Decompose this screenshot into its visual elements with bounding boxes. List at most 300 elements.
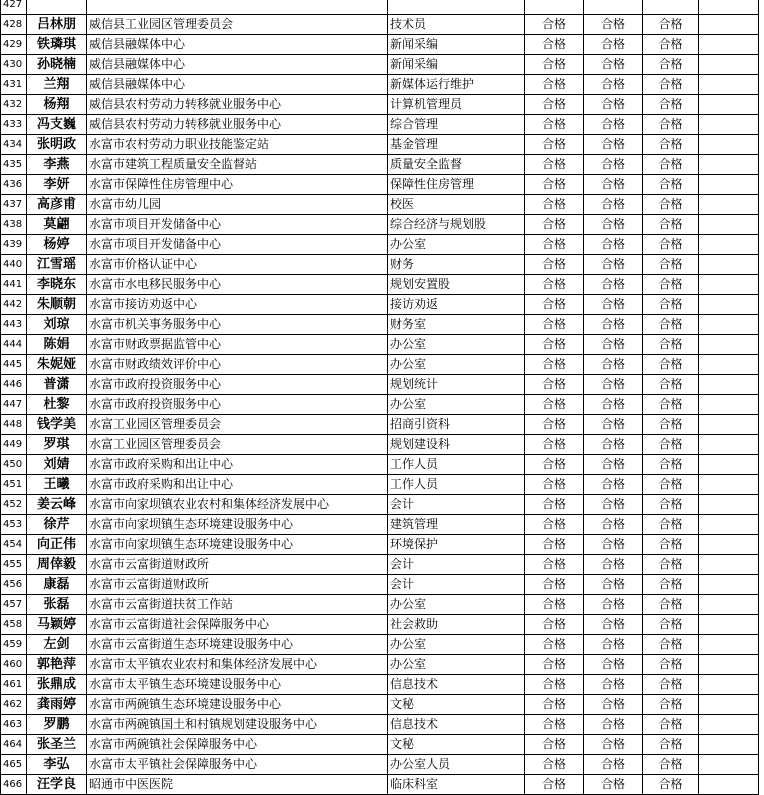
result-cell: 合格	[643, 315, 699, 335]
row-number: 430	[1, 55, 27, 75]
row-number: 436	[1, 175, 27, 195]
table-row	[1, 635, 759, 655]
empty-cell	[699, 15, 759, 35]
employer-unit: 威信县农村劳动力转移就业服务中心	[87, 115, 388, 135]
candidate-name: 刘琼	[27, 315, 87, 335]
empty-cell	[699, 375, 759, 395]
table-row	[1, 395, 759, 415]
result-cell	[584, 0, 643, 15]
empty-cell	[699, 235, 759, 255]
result-cell: 合格	[525, 475, 584, 495]
employer-unit: 水富市云富街道扶贫工作站	[87, 595, 388, 615]
employer-unit: 水富市接访劝返中心	[87, 295, 388, 315]
job-position: 环境保护	[388, 535, 525, 555]
row-number: 444	[1, 335, 27, 355]
candidate-name: 李妍	[27, 175, 87, 195]
result-cell: 合格	[643, 15, 699, 35]
candidate-name: 杜黎	[27, 395, 87, 415]
candidate-name: 张磊	[27, 595, 87, 615]
row-number: 432	[1, 95, 27, 115]
job-position: 会计	[388, 555, 525, 575]
result-cell: 合格	[525, 115, 584, 135]
result-cell: 合格	[643, 115, 699, 135]
result-cell: 合格	[643, 635, 699, 655]
empty-cell	[699, 435, 759, 455]
result-cell: 合格	[643, 655, 699, 675]
empty-cell	[699, 575, 759, 595]
result-cell: 合格	[643, 575, 699, 595]
table-row	[1, 495, 759, 515]
empty-cell	[699, 715, 759, 735]
table-row	[1, 475, 759, 495]
result-cell: 合格	[584, 515, 643, 535]
empty-cell	[699, 655, 759, 675]
empty-cell	[699, 175, 759, 195]
job-position: 综合管理	[388, 115, 525, 135]
result-cell: 合格	[643, 235, 699, 255]
result-cell: 合格	[525, 375, 584, 395]
result-cell: 合格	[643, 35, 699, 55]
employer-unit: 水富市两碗镇生态环境建设服务中心	[87, 695, 388, 715]
result-cell: 合格	[584, 295, 643, 315]
job-position: 新闻采编	[388, 55, 525, 75]
row-number: 457	[1, 595, 27, 615]
candidate-name: 高彦甫	[27, 195, 87, 215]
job-position: 招商引资科	[388, 415, 525, 435]
result-cell: 合格	[525, 715, 584, 735]
candidate-name: 朱顺朝	[27, 295, 87, 315]
empty-cell	[699, 455, 759, 475]
row-number: 429	[1, 35, 27, 55]
job-position: 办公室	[388, 635, 525, 655]
candidate-name: 王曦	[27, 475, 87, 495]
job-position: 办公室人员	[388, 755, 525, 775]
table-row	[1, 735, 759, 755]
result-cell: 合格	[584, 155, 643, 175]
result-cell: 合格	[643, 155, 699, 175]
row-number: 443	[1, 315, 27, 335]
result-cell: 合格	[643, 215, 699, 235]
employer-unit: 水富市太平镇农业农村和集体经济发展中心	[87, 655, 388, 675]
result-cell: 合格	[643, 675, 699, 695]
candidate-name: 汪学良	[27, 775, 87, 795]
job-position: 规划安置股	[388, 275, 525, 295]
result-cell: 合格	[525, 535, 584, 555]
job-position: 办公室	[388, 595, 525, 615]
candidate-name: 吕林朋	[27, 15, 87, 35]
result-cell: 合格	[525, 655, 584, 675]
result-cell: 合格	[584, 535, 643, 555]
result-cell: 合格	[643, 535, 699, 555]
job-position: 社会救助	[388, 615, 525, 635]
job-position: 财务	[388, 255, 525, 275]
row-number: 460	[1, 655, 27, 675]
table-row	[1, 15, 759, 35]
result-cell: 合格	[584, 395, 643, 415]
result-cell: 合格	[584, 355, 643, 375]
result-cell: 合格	[584, 575, 643, 595]
job-position: 财务室	[388, 315, 525, 335]
result-cell: 合格	[525, 395, 584, 415]
table-row	[1, 555, 759, 575]
candidate-name: 龚雨婷	[27, 695, 87, 715]
result-cell: 合格	[525, 235, 584, 255]
result-cell: 合格	[643, 95, 699, 115]
candidate-name: 姜云峰	[27, 495, 87, 515]
result-cell: 合格	[584, 375, 643, 395]
employer-unit: 水富工业园区管理委员会	[87, 415, 388, 435]
row-number: 437	[1, 195, 27, 215]
row-number: 454	[1, 535, 27, 555]
result-cell: 合格	[643, 55, 699, 75]
candidate-name: 向正伟	[27, 535, 87, 555]
employer-unit: 水富市政府采购和出让中心	[87, 475, 388, 495]
empty-cell	[699, 135, 759, 155]
table-row	[1, 175, 759, 195]
candidate-name: 陈娟	[27, 335, 87, 355]
result-cell: 合格	[584, 135, 643, 155]
employer-unit: 水富市云富街道生态环境建设服务中心	[87, 635, 388, 655]
table-row	[1, 435, 759, 455]
row-number: 446	[1, 375, 27, 395]
result-cell: 合格	[584, 275, 643, 295]
row-number: 447	[1, 395, 27, 415]
job-position: 综合经济与规划股	[388, 215, 525, 235]
table-row	[1, 115, 759, 135]
candidate-name: 张圣兰	[27, 735, 87, 755]
result-cell: 合格	[525, 35, 584, 55]
candidate-name: 罗鹏	[27, 715, 87, 735]
result-cell: 合格	[584, 635, 643, 655]
employer-unit	[87, 0, 388, 15]
row-number: 466	[1, 775, 27, 795]
result-cell: 合格	[584, 255, 643, 275]
empty-cell	[699, 0, 759, 15]
table-row	[1, 515, 759, 535]
employer-unit: 水富市机关事务服务中心	[87, 315, 388, 335]
result-cell: 合格	[525, 555, 584, 575]
result-cell: 合格	[643, 135, 699, 155]
employer-unit: 水富市政府投资服务中心	[87, 375, 388, 395]
employer-unit: 水富市农村劳动力职业技能鉴定站	[87, 135, 388, 155]
result-cell: 合格	[525, 55, 584, 75]
table-row	[1, 415, 759, 435]
result-cell: 合格	[525, 95, 584, 115]
result-cell: 合格	[584, 495, 643, 515]
job-position: 会计	[388, 575, 525, 595]
empty-cell	[699, 355, 759, 375]
row-number: 465	[1, 755, 27, 775]
result-cell: 合格	[643, 495, 699, 515]
result-cell: 合格	[643, 735, 699, 755]
row-number: 449	[1, 435, 27, 455]
table-row	[1, 275, 759, 295]
result-cell: 合格	[525, 775, 584, 795]
empty-cell	[699, 475, 759, 495]
candidate-name: 李燕	[27, 155, 87, 175]
result-cell: 合格	[525, 175, 584, 195]
employer-unit: 水富市云富街道财政所	[87, 575, 388, 595]
table-row	[1, 535, 759, 555]
row-number: 464	[1, 735, 27, 755]
job-position: 保障性住房管理	[388, 175, 525, 195]
result-cell: 合格	[584, 415, 643, 435]
job-position: 基金管理	[388, 135, 525, 155]
result-cell: 合格	[643, 75, 699, 95]
result-cell: 合格	[584, 775, 643, 795]
empty-cell	[699, 695, 759, 715]
job-position: 文秘	[388, 695, 525, 715]
empty-cell	[699, 195, 759, 215]
candidate-name: 杨翔	[27, 95, 87, 115]
job-position: 临床科室	[388, 775, 525, 795]
empty-cell	[699, 555, 759, 575]
result-cell: 合格	[584, 75, 643, 95]
employer-unit: 水富市价格认证中心	[87, 255, 388, 275]
employer-unit: 水富市建筑工程质量安全监督站	[87, 155, 388, 175]
empty-cell	[699, 215, 759, 235]
row-number: 431	[1, 75, 27, 95]
result-cell: 合格	[584, 175, 643, 195]
row-number: 463	[1, 715, 27, 735]
table-row	[1, 215, 759, 235]
empty-cell	[699, 255, 759, 275]
result-cell: 合格	[584, 235, 643, 255]
candidate-name: 徐芹	[27, 515, 87, 535]
row-number: 439	[1, 235, 27, 255]
employer-unit: 水富市项目开发储备中心	[87, 235, 388, 255]
job-position: 校医	[388, 195, 525, 215]
candidate-name: 罗琪	[27, 435, 87, 455]
job-position: 新闻采编	[388, 35, 525, 55]
employer-unit: 威信县融媒体中心	[87, 35, 388, 55]
row-number: 462	[1, 695, 27, 715]
candidate-name: 刘婧	[27, 455, 87, 475]
table-row	[1, 95, 759, 115]
table-body	[1, 0, 759, 795]
job-position: 计算机管理员	[388, 95, 525, 115]
result-cell: 合格	[525, 615, 584, 635]
table-row	[1, 195, 759, 215]
result-cell: 合格	[525, 435, 584, 455]
result-cell: 合格	[643, 695, 699, 715]
candidate-name: 李晓东	[27, 275, 87, 295]
result-cell: 合格	[643, 275, 699, 295]
candidate-name: 朱妮娅	[27, 355, 87, 375]
result-cell: 合格	[525, 15, 584, 35]
job-position: 规划统计	[388, 375, 525, 395]
row-number: 450	[1, 455, 27, 475]
result-cell: 合格	[584, 615, 643, 635]
empty-cell	[699, 735, 759, 755]
result-cell: 合格	[643, 375, 699, 395]
employer-unit: 威信县农村劳动力转移就业服务中心	[87, 95, 388, 115]
employer-unit: 水富市两碗镇社会保障服务中心	[87, 735, 388, 755]
job-position: 文秘	[388, 735, 525, 755]
employer-unit: 水富市向家坝镇生态环境建设服务中心	[87, 515, 388, 535]
table-row	[1, 615, 759, 635]
job-position: 建筑管理	[388, 515, 525, 535]
employer-unit: 水富市财政绩效评价中心	[87, 355, 388, 375]
result-cell: 合格	[525, 355, 584, 375]
row-number: 434	[1, 135, 27, 155]
candidate-name: 兰翔	[27, 75, 87, 95]
empty-cell	[699, 395, 759, 415]
result-cell: 合格	[643, 255, 699, 275]
candidate-name: 钱学美	[27, 415, 87, 435]
empty-cell	[699, 515, 759, 535]
empty-cell	[699, 595, 759, 615]
table-row	[1, 375, 759, 395]
job-position	[388, 0, 525, 15]
row-number: 442	[1, 295, 27, 315]
result-cell: 合格	[643, 195, 699, 215]
employer-unit: 水富市向家坝镇生态环境建设服务中心	[87, 535, 388, 555]
result-cell: 合格	[643, 615, 699, 635]
candidate-name: 冯支巍	[27, 115, 87, 135]
job-position: 办公室	[388, 235, 525, 255]
result-cell: 合格	[525, 195, 584, 215]
result-cell: 合格	[525, 675, 584, 695]
result-cell: 合格	[525, 695, 584, 715]
result-cell: 合格	[525, 415, 584, 435]
result-cell: 合格	[525, 515, 584, 535]
result-cell: 合格	[525, 315, 584, 335]
row-number: 428	[1, 15, 27, 35]
employer-unit: 水富市政府投资服务中心	[87, 395, 388, 415]
result-cell: 合格	[643, 755, 699, 775]
table-row	[1, 455, 759, 475]
result-cell: 合格	[525, 575, 584, 595]
row-number: 453	[1, 515, 27, 535]
table-row	[1, 315, 759, 335]
result-cell: 合格	[584, 335, 643, 355]
result-cell: 合格	[584, 475, 643, 495]
result-cell: 合格	[525, 455, 584, 475]
table-row	[1, 595, 759, 615]
result-cell: 合格	[584, 95, 643, 115]
row-number: 440	[1, 255, 27, 275]
result-cell: 合格	[643, 395, 699, 415]
employer-unit: 水富市太平镇生态环境建设服务中心	[87, 675, 388, 695]
empty-cell	[699, 35, 759, 55]
employer-unit: 水富市项目开发储备中心	[87, 215, 388, 235]
table-row	[1, 35, 759, 55]
job-position: 办公室	[388, 335, 525, 355]
empty-cell	[699, 635, 759, 655]
table-row	[1, 155, 759, 175]
result-cell: 合格	[584, 15, 643, 35]
result-cell: 合格	[584, 655, 643, 675]
candidate-name: 莫翩	[27, 215, 87, 235]
table-row	[1, 55, 759, 75]
employer-unit: 水富工业园区管理委员会	[87, 435, 388, 455]
table-row	[1, 355, 759, 375]
table-row	[1, 235, 759, 255]
job-position: 信息技术	[388, 675, 525, 695]
candidate-name: 铁璘琪	[27, 35, 87, 55]
result-cell: 合格	[525, 155, 584, 175]
candidate-name: 马颖婷	[27, 615, 87, 635]
candidate-name: 左剑	[27, 635, 87, 655]
candidate-name: 张鼎成	[27, 675, 87, 695]
result-cell: 合格	[643, 335, 699, 355]
table-row	[1, 715, 759, 735]
candidate-name: 孙晓楠	[27, 55, 87, 75]
row-number: 452	[1, 495, 27, 515]
row-number: 455	[1, 555, 27, 575]
employer-unit: 水富市幼儿园	[87, 195, 388, 215]
result-cell: 合格	[525, 275, 584, 295]
row-number: 461	[1, 675, 27, 695]
result-cell: 合格	[643, 455, 699, 475]
result-cell: 合格	[525, 335, 584, 355]
candidate-name: 普潇	[27, 375, 87, 395]
row-number: 441	[1, 275, 27, 295]
table-row	[1, 695, 759, 715]
result-cell: 合格	[643, 595, 699, 615]
result-cell: 合格	[584, 595, 643, 615]
candidate-name: 康磊	[27, 575, 87, 595]
row-number: 435	[1, 155, 27, 175]
job-position: 办公室	[388, 395, 525, 415]
candidate-name: 杨婷	[27, 235, 87, 255]
result-cell: 合格	[584, 695, 643, 715]
table-row	[1, 335, 759, 355]
empty-cell	[699, 535, 759, 555]
candidate-name: 李弘	[27, 755, 87, 775]
row-number: 458	[1, 615, 27, 635]
result-cell: 合格	[643, 295, 699, 315]
job-position: 办公室	[388, 355, 525, 375]
result-cell: 合格	[643, 415, 699, 435]
employer-unit: 水富市向家坝镇农业农村和集体经济发展中心	[87, 495, 388, 515]
result-cell: 合格	[584, 195, 643, 215]
result-cell: 合格	[584, 555, 643, 575]
result-cell: 合格	[525, 75, 584, 95]
table-row	[1, 755, 759, 775]
table-row	[1, 655, 759, 675]
result-cell: 合格	[584, 715, 643, 735]
job-position: 工作人员	[388, 475, 525, 495]
result-cell: 合格	[525, 215, 584, 235]
employer-unit: 水富市云富街道财政所	[87, 555, 388, 575]
employer-unit: 水富市太平镇社会保障服务中心	[87, 755, 388, 775]
employer-unit: 水富市政府采购和出让中心	[87, 455, 388, 475]
table-row	[1, 675, 759, 695]
result-cell: 合格	[643, 775, 699, 795]
result-cell: 合格	[643, 475, 699, 495]
result-cell: 合格	[584, 455, 643, 475]
empty-cell	[699, 55, 759, 75]
row-number: 456	[1, 575, 27, 595]
result-cell: 合格	[525, 495, 584, 515]
job-position: 新媒体运行维护	[388, 75, 525, 95]
candidate-name: 郭艳萍	[27, 655, 87, 675]
empty-cell	[699, 335, 759, 355]
employer-unit: 威信县融媒体中心	[87, 75, 388, 95]
result-cell: 合格	[643, 515, 699, 535]
result-cell: 合格	[584, 315, 643, 335]
result-cell: 合格	[584, 215, 643, 235]
employer-unit: 水富市财政票据监管中心	[87, 335, 388, 355]
result-cell: 合格	[525, 135, 584, 155]
result-cell: 合格	[584, 755, 643, 775]
result-cell: 合格	[643, 435, 699, 455]
empty-cell	[699, 415, 759, 435]
employer-unit: 昭通市中医医院	[87, 775, 388, 795]
row-number: 438	[1, 215, 27, 235]
